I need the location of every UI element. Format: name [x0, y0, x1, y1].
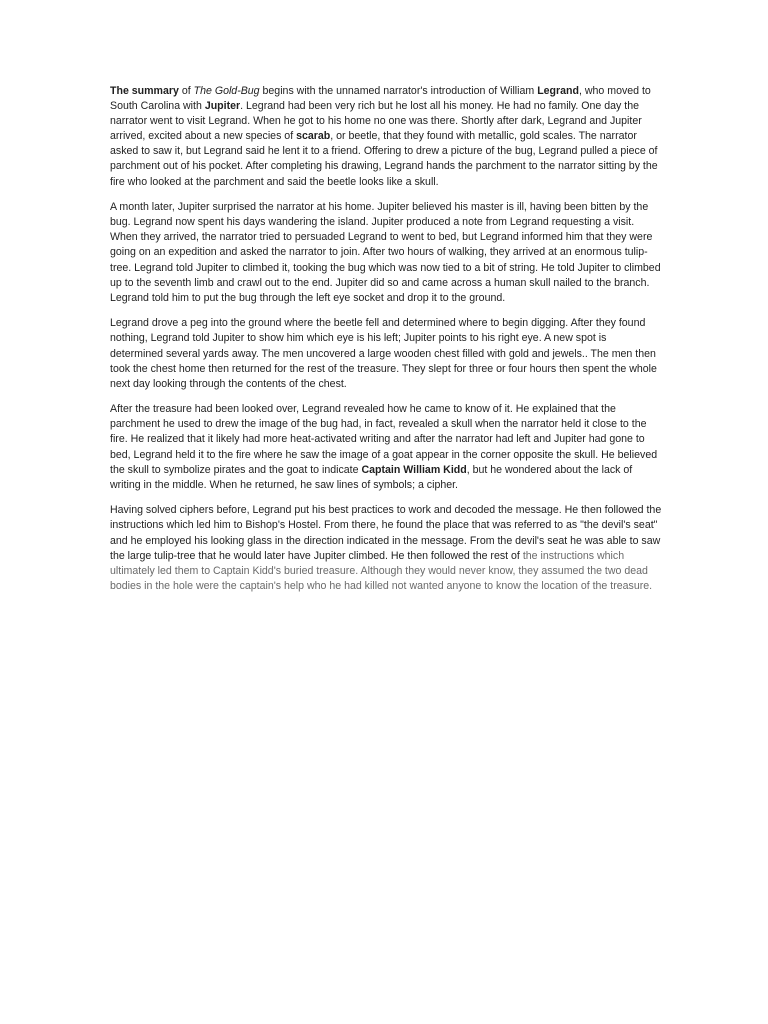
- name-legrand: Legrand: [537, 85, 579, 97]
- name-captain-kidd: Captain William Kidd: [361, 463, 467, 476]
- paragraph-5: Having solved ciphers before, Legrand put his best practices to work and decoded the message. He then followed the instructions which led him to Bishop's Hostel. From there, he found the place that was referred to as "the devil's seat" and he employed his looking glass in the direction indicated in the message. From the devil's seat he was able to saw the large tulip-tree that he would later have Jupiter climbed. He then followed the rest of the instructions which ultimately led them to Captain Kidd's buried treasure. Although they would never know, they assumed the two dead bodies in the hole were the captain's help who he had killed not wanted anyone to know the location of the treasure.: [110, 504, 662, 592]
- paragraph-1: The summary of The Gold-Bug begins with the unnamed narrator's introduction of William Legrand, who moved to South Carolina with Jupiter. Legrand had been very rich but he lost all his money. He had no family. One day the narrator went to visit Legrand. When he got to his home no one was there. Shortly after dark, Legrand and Jupiter arrived, excited about a new species of scarab, or beetle, that they found with metallic, gold scales. The narrator asked to saw it, but Legrand said he lent it to a friend. Offering to drew a picture of the bug, Legrand pulled a piece of parchment out of his pocket. After completing his drawing, Legrand hands the parchment to the narrator sitting by the fire who looked at the parchment and said the beetle looks like a skull.: [110, 85, 658, 188]
- document-body: [110, 84, 662, 604]
- paragraph-2: A month later, Jupiter surprised the narrator at his home. Jupiter believed his master is ill, having been bitten by the bug. Legrand now spent his days wandering the island. Jupiter produced a note from Legrand requesting a visit. When they arrived, the narrator tried to persuaded Legrand to went to bed, but Legrand informed him that they were going on an expedition and asked the narrator to join. After two hours of walking, they arrived at an enormous tulip-tree. Legrand told Jupiter to climbed it, tooking the bug which was now tied to a bit of string. He told Jupiter to climbed up to the seventh limb and crawl out to the end. Jupiter did so and came across a human skull nailed to the branch. Legrand told him to put the bug through the left eye socket and drop it to the ground.: [110, 201, 661, 304]
- summary-heading: The summary: [110, 85, 179, 97]
- book-title: The Gold-Bug: [193, 85, 260, 97]
- faded-text: the instructions which ultimately led them to Captain Kidd's buried treasure. Although they would never know, they assumed the two dead bodies in the hole were the captain's help who he had killed not wanted anyone to know the location of the treasure.: [110, 549, 653, 592]
- term-scarab: scarab: [296, 130, 331, 143]
- paragraph-3: Legrand drove a peg into the ground where the beetle fell and determined where to begin digging. After they found nothing, Legrand told Jupiter to show him which eye is his left; Jupiter points to his right eye. A new spot is determined several yards away. The men uncovered a large wooden chest filled with gold and jewels.. The men then took the chest home then returned for the rest of the treasure. They slept for three or four hours then spent the whole next day looking through the contents of the chest.: [110, 317, 657, 390]
- paragraph-4: After the treasure had been looked over, Legrand revealed how he came to know of it. He explained that the parchment he used to drew the image of the bug had, in fact, revealed a skull when the narrator held it close to the fire. He realized that it likely had more heat-activated writing and after the narrator had left and Jupiter had gone to bed, Legrand held it to the fire where he saw the image of a goat appear in the corner opposite the skull. He believed the skull to symbolize pirates and the goat to indicate Captain William Kidd, but he wondered about the lack of writing in the middle. When he returned, he saw lines of symbols; a cipher.: [110, 403, 658, 491]
- name-jupiter: Jupiter: [204, 100, 241, 113]
